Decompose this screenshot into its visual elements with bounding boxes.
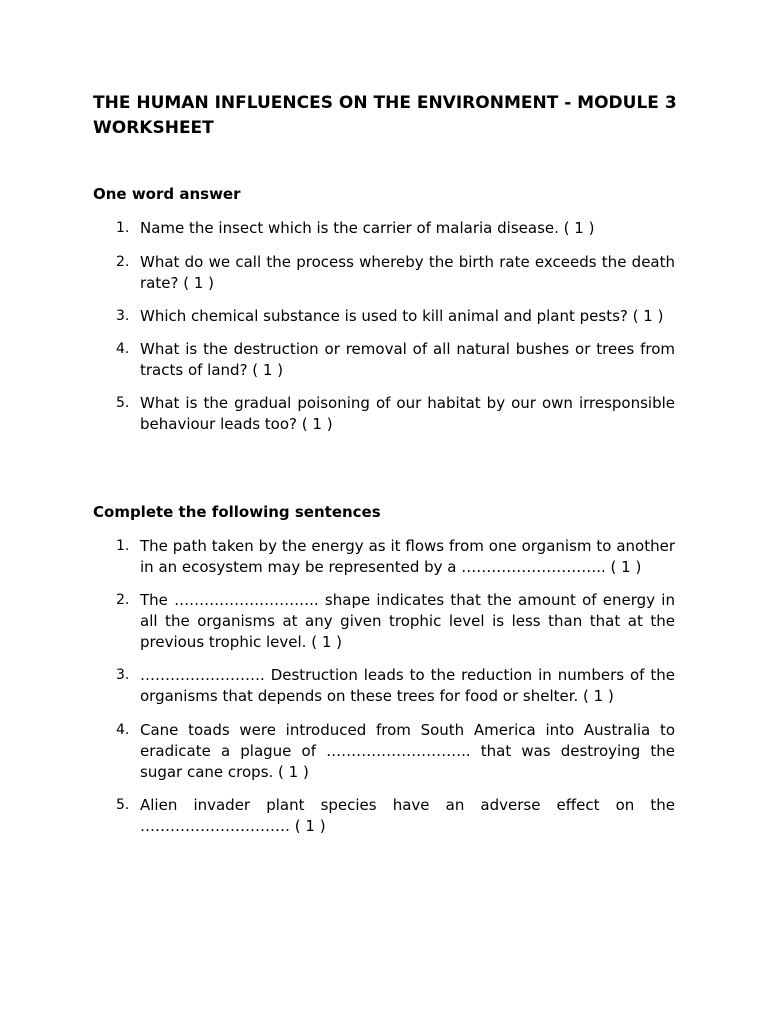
question-number: 2. — [116, 592, 130, 608]
question-item — [0, 665, 675, 707]
question-item — [0, 590, 675, 653]
question-text: Alien invader plant species have an adverse effect on the ………………………… ( 1 ) — [140, 796, 675, 835]
question-number: 5. — [116, 797, 130, 813]
question-text: Which chemical substance is used to kill animal and plant pests? ( 1 ) — [140, 307, 664, 325]
question-item — [0, 218, 675, 239]
worksheet-title: THE HUMAN INFLUENCES ON THE ENVIRONMENT - MODULE 3 WORKSHEET — [93, 93, 677, 138]
question-text: What do we call the process whereby the birth rate exceeds the death rate? ( 1 ) — [140, 253, 675, 292]
complete-sentences-list — [0, 536, 768, 837]
question-item — [0, 393, 675, 435]
section-heading-complete-sentences: Complete the following sentences — [93, 503, 381, 521]
question-number: 2. — [116, 254, 130, 270]
question-text: What is the destruction or removal of all natural bushes or trees from tracts of land? ( 1 ) — [140, 340, 675, 379]
question-item — [0, 306, 675, 327]
question-text: ……………………. Destruction leads to the reduction in numbers of the organisms that depends on these trees for food or shelter. ( 1 ) — [140, 666, 675, 705]
one-word-answer-list — [0, 218, 768, 435]
question-number: 5. — [116, 395, 130, 411]
question-text: What is the gradual poisoning of our habitat by our own irresponsible behaviour leads too? ( 1 ) — [140, 394, 675, 433]
question-number: 3. — [116, 667, 130, 683]
question-number: 1. — [116, 220, 130, 236]
question-number: 3. — [116, 308, 130, 324]
question-text: The ……………………….. shape indicates that the amount of energy in all the organisms at any given trophic level is less than that at the previous trophic level. ( 1 ) — [140, 591, 675, 651]
question-item — [0, 795, 675, 837]
question-item — [0, 252, 675, 294]
question-item — [0, 720, 675, 783]
section-heading-one-word-answer: One word answer — [93, 185, 241, 203]
question-number: 1. — [116, 538, 130, 554]
question-number: 4. — [116, 722, 130, 738]
question-text: The path taken by the energy as it flows from one organism to another in an ecosystem may be represented by a ……………………….. ( 1 ) — [140, 537, 675, 576]
question-item — [0, 536, 675, 578]
question-text: Name the insect which is the carrier of malaria disease. ( 1 ) — [140, 219, 595, 237]
question-number: 4. — [116, 341, 130, 357]
question-text: Cane toads were introduced from South America into Australia to eradicate a plague of ……………………….. that was destroying the sugar cane crops. ( 1 ) — [140, 721, 675, 781]
question-item — [0, 339, 675, 381]
